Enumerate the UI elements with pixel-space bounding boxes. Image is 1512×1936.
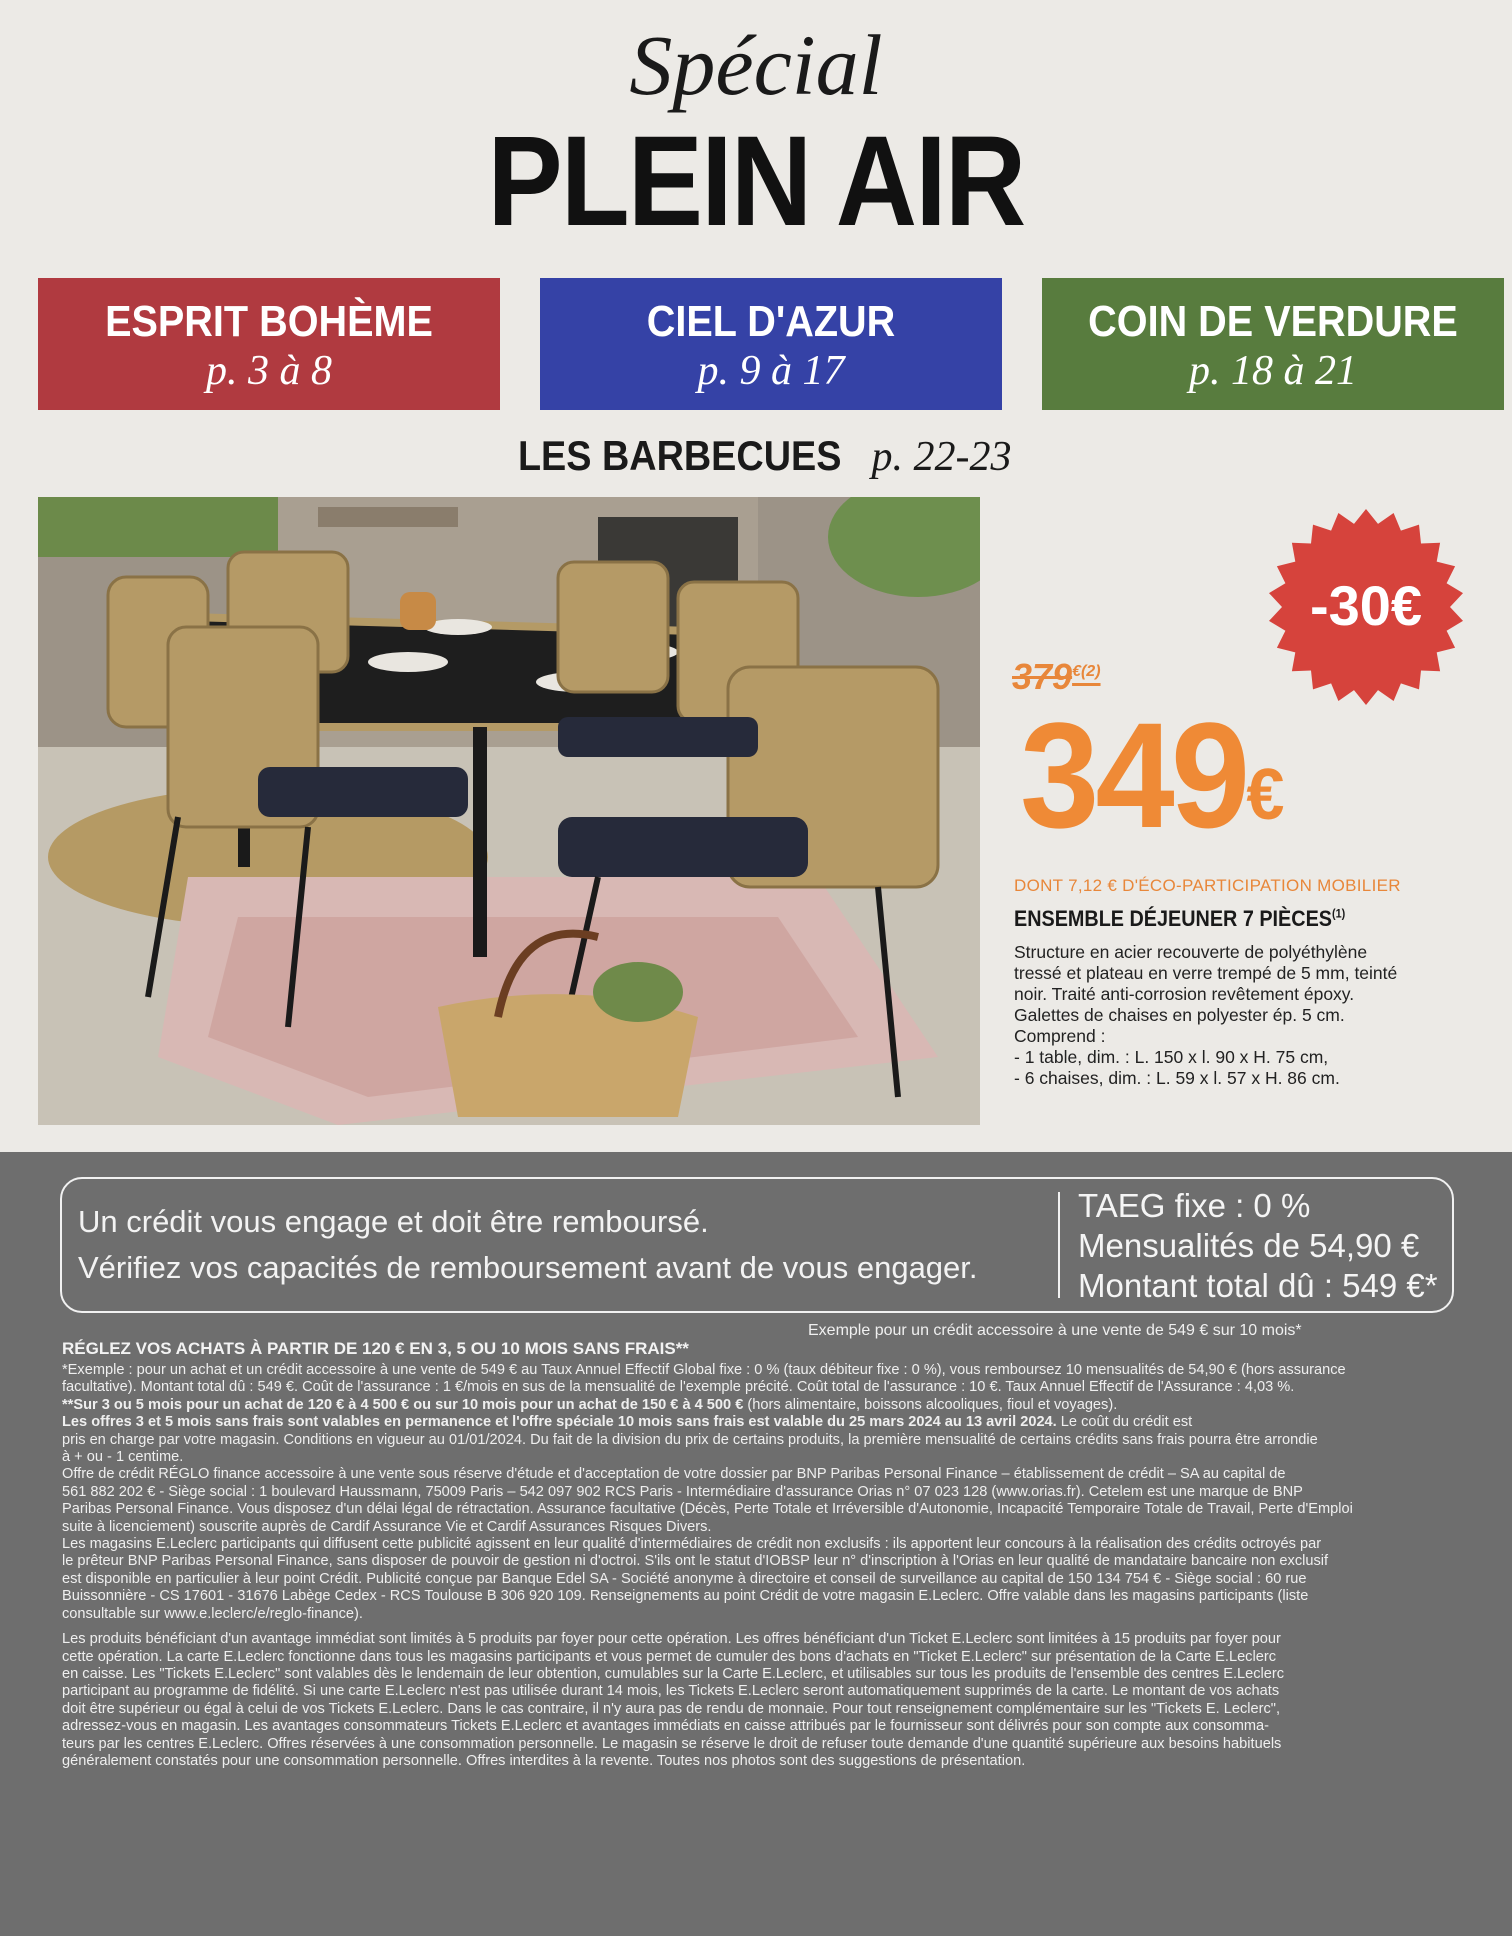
fine-print-line: Buissonnière - CS 17601 - 31676 Labège Cedex - RCS Toulouse B 306 920 109. Renseignements au point Crédit de votre magasin E.Leclerc. Offre valable dans les magasins participants (liste	[62, 1588, 1309, 1605]
product-title	[1014, 906, 1345, 932]
fine-print-line: Paribas Personal Finance. Vous disposez d'un délai légal de rétractation. Assurance facultative (Décès, Perte Totale et Irréversible d'Autonomie, Incapacité Temporaire Totale de Travail, Perte d'Emploi	[62, 1501, 1353, 1518]
fine-print-line: teurs par les centres E.Leclerc. Offres réservées à une consommation personnelle. Le magasin se réserve le droit de refuser toute demande d'une quantité supérieure aux besoins habituels	[62, 1735, 1282, 1752]
credit-example: Exemple pour un crédit accessoire à une vente de 549 € sur 10 mois*	[808, 1322, 1302, 1339]
description-line: - 1 table, dim. : L. 150 x l. 90 x H. 75 cm,	[1014, 1047, 1329, 1067]
discount-text: -30€	[1309, 574, 1423, 637]
payment-offer-heading: RÉGLEZ VOS ACHATS À PARTIR DE 120 € EN 3, 5 OU 10 MOIS SANS FRAIS**	[62, 1339, 689, 1358]
product-description	[1014, 942, 1434, 1089]
fine-print-line	[62, 1397, 1502, 1414]
banner-pages: p. 9 à 17	[697, 348, 845, 394]
fine-print-line: participant au programme de fidélité. Si une carte E.Leclerc n'est pas utilisée durant 14 mois, les Tickets E.Leclerc seront automatiquement supprimés de la carte. Le montant de vos achats	[62, 1683, 1280, 1700]
fine-print-line: est disponible en particulier à leur point Crédit. Publicité conçue par Banque Edel SA - Société anonyme à directoire et conseil de surveillance au capital de 150 134 754 € - Siège social : 60 rue	[62, 1570, 1307, 1587]
fine-print-line: Les produits bénéficiant d'un avantage immédiat sont limités à 5 produits par foyer pour cette opération. Les offres bénéficiant d'un Ticket E.Leclerc sont limitées à 15 produits par foyer pour	[62, 1631, 1281, 1648]
page-title: PLEIN AIR	[487, 110, 1025, 253]
banner-coin-de-verdure[interactable]	[1042, 278, 1504, 410]
patio-dining-set-image	[38, 497, 980, 1125]
fine-print-line: à + ou - 1 centime.	[62, 1449, 184, 1466]
special-heading: Spécial	[629, 17, 883, 113]
product-photo	[38, 497, 980, 1125]
fine-print-bold: Les offres 3 et 5 mois sans frais sont valables en permanence et l'offre spéciale 10 mois sans frais est valable du 25 mars 2024 au 13 avril 2024.	[62, 1414, 1057, 1431]
description-line: Galettes de chaises en polyester ép. 5 cm.	[1014, 1005, 1345, 1025]
credit-warning-line: Un crédit vous engage et doit être remboursé.	[78, 1204, 709, 1239]
fine-print-line: *Exemple : pour un achat et un crédit accessoire à une vente de 549 € au Taux Annuel Effectif Global fixe : 0 % (taux débiteur fixe : 0 %), vous remboursez 10 mensualités de 54,90 € (hors assurance	[62, 1362, 1346, 1378]
old-price-sup: €(2)	[1072, 663, 1101, 680]
banner-esprit-boheme[interactable]	[38, 278, 500, 410]
discount-burst-badge	[1266, 507, 1466, 707]
fine-print-line: en caisse. Les "Tickets E.Leclerc" sont valables dès le lendemain de leur obtention, cumulables sur la Carte E.Leclerc, et utilisables sur tous les produits de l'ensemble des centres E.Leclerc	[62, 1665, 1285, 1682]
product-title-sup: (1)	[1331, 906, 1346, 921]
barbecues-label: LES BARBECUES	[518, 432, 842, 479]
old-price-value: 379	[1012, 656, 1073, 697]
fine-print-spacer	[62, 1623, 1502, 1631]
monthly-payment: Mensualités de 54,90 €	[1078, 1227, 1420, 1264]
barbecues-link[interactable]	[0, 430, 1512, 483]
description-line: - 6 chaises, dim. : L. 59 x l. 57 x H. 86 cm.	[1014, 1068, 1340, 1088]
fine-print-line: adressez-vous en magasin. Les avantages consommateurs Tickets E.Leclerc et avantages immédiats en caisse attribués par le fournisseur sont délivrés pour son compte aux consomma-	[62, 1718, 1270, 1735]
fine-print-text: Le coût du crédit est	[1056, 1414, 1193, 1431]
fine-print-line: généralement constatés pour une consommation personnelle. Offres interdites à la revente. Toutes nos photos sont des suggestions de présentation.	[62, 1752, 1026, 1769]
description-line: Structure en acier recouverte de polyéthylène	[1014, 942, 1368, 962]
fine-print-line: pris en charge par votre magasin. Conditions en vigueur au 01/01/2024. Du fait de la division du prix de certains produits, la première mensualité de certains crédits sans frais pourra être arrondie	[62, 1431, 1318, 1448]
banner-title: COIN DE VERDURE	[1088, 297, 1458, 346]
credit-warning-line: Vérifiez vos capacités de remboursement avant de vous engager.	[78, 1250, 978, 1285]
banner-pages: p. 3 à 8	[206, 348, 332, 394]
fine-print	[62, 1362, 1502, 1770]
fine-print-text: (hors alimentaire, boissons alcooliques, fioul et voyages).	[743, 1396, 1118, 1413]
fine-print-line: le prêteur BNP Paribas Personal Finance, sans disposer de pouvoir de gestion ni d'octroi. S'ils ont le statut d'IOBSP leur n° d'inscription à l'Orias en leur qualité de mandataire bancaire non exclusif	[62, 1553, 1329, 1570]
eco-participation: DONT 7,12 € D'ÉCO-PARTICIPATION MOBILIER	[1014, 876, 1401, 895]
fine-print-line: suite à licenciement) souscrite auprès de Cardif Assurance Vie et Cardif Assurances Risques Divers.	[62, 1518, 712, 1535]
fine-print-line: doit être supérieur ou égal à celui de vos Tickets E.Leclerc. Dans le cas contraire, il n'y aura pas de rendu de monnaie. Pour tout renseignement complémentaire sur les "Tickets E. Leclerc",	[62, 1700, 1281, 1717]
fine-print-line: facultative). Montant total dû : 549 €. Coût de l'assurance : 1 €/mois en sus de la mensualité de l'exemple précité. Coût total de l'assurance : 10 €. Taux Annuel Effectif de l'Assurance : 4,03 %.	[62, 1379, 1295, 1396]
description-line: tressé et plateau en verre trempé de 5 mm, teinté	[1014, 963, 1398, 983]
fine-print-line: cette opération. La carte E.Leclerc fonctionne dans tous les magasins participants et vous permet de cumuler des bons d'achats en "Ticket E.Leclerc" sur présentation de la Carte E.Leclerc	[62, 1648, 1276, 1665]
fine-print-line: 561 882 202 € - Siège social : 1 boulevard Haussmann, 75009 Paris – 542 097 902 RCS Paris - Intermédiaire d'assurance Orias n° 07 023 128 (www.orias.fr). Cetelem est une marque de BNP	[62, 1483, 1303, 1500]
taeg-rate: TAEG fixe : 0 %	[1078, 1187, 1311, 1224]
description-line: noir. Traité anti-corrosion revêtement époxy.	[1014, 984, 1355, 1004]
total-due: Montant total dû : 549 €*	[1078, 1267, 1438, 1304]
fine-print-line: consultable sur www.e.leclerc/e/reglo-finance).	[62, 1605, 363, 1622]
banner-ciel-d-azur[interactable]	[540, 278, 1002, 410]
currency-symbol: €	[1246, 755, 1285, 835]
banner-pages: p. 18 à 21	[1189, 348, 1357, 394]
description-line: Comprend :	[1014, 1026, 1106, 1046]
credit-divider	[1058, 1192, 1060, 1298]
barbecues-pages: p. 22-23	[871, 434, 1012, 480]
product-title-text: ENSEMBLE DÉJEUNER 7 PIÈCES	[1014, 906, 1332, 931]
fine-print-line: Offre de crédit RÉGLO finance accessoire à une vente sous réserve d'étude et d'acceptation de votre dossier par BNP Paribas Personal Finance – établissement de crédit – SA au capital de	[62, 1466, 1286, 1483]
fine-print-line: Les magasins E.Leclerc participants qui diffusent cette publicité agissent en leur qualité d'intermédiaires de crédit non exclusifs : ils apportent leur concours à la réalisation des crédits octroyés par	[62, 1536, 1322, 1553]
fine-print-bold: **Sur 3 ou 5 mois pour un achat de 120 € à 4 500 € ou sur 10 mois pour un achat de 150 € à 4 500 €	[62, 1396, 744, 1413]
banner-title: ESPRIT BOHÈME	[105, 297, 433, 346]
new-price	[1020, 690, 1284, 860]
banner-title: CIEL D'AZUR	[646, 297, 896, 346]
fine-print-line	[62, 1414, 1502, 1431]
new-price-value: 349	[1020, 691, 1247, 859]
